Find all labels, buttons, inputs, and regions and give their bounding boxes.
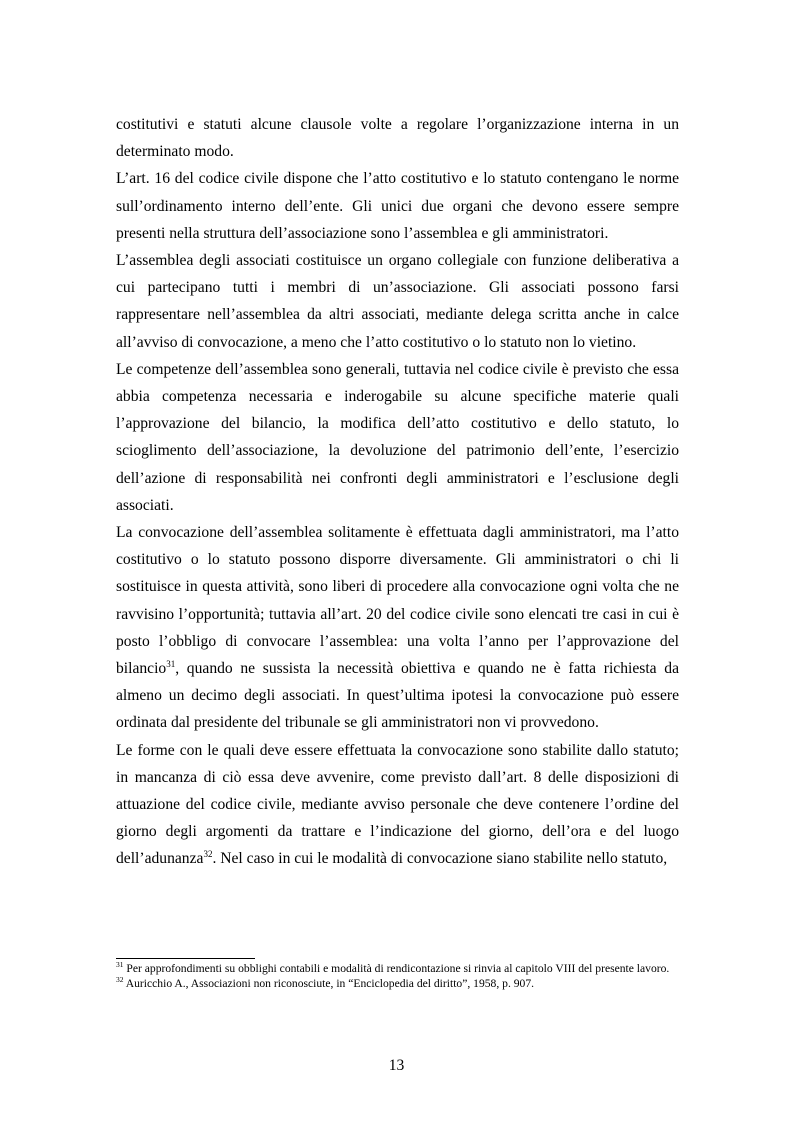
footnote-reference[interactable]: 31 [166, 658, 176, 669]
paragraph: Le competenze dell’assemblea sono generali, tuttavia nel codice civile è previsto che essa abbia competenza necessaria e inderogabile su alcune specifiche materie quali l’approvazione del bilancio, la modifica dell’atto costitutivo e dello statuto, lo scioglimento dell’associazione, la devoluzione del patrimonio dell’ente, l’esercizio dell’azione di responsabilità nei confronti degli amministratori e l’esclusione degli associati. [116, 360, 679, 514]
paragraph-text: La convocazione dell’assemblea solitamente è effettuata dagli amministratori, ma l’atto costitutivo o lo statuto possono disporre diversamente. Gli amministratori o chi li sostituisce in questa attività, sono liberi di procedere alla convocazione ogni volta che ne ravvisino l’opportunità; tuttavia all’art. 20 del codice civile sono elencati tre casi in cui è posto l’obbligo di convocare l’assemblea: una volta l’anno per l’approvazione del bilancio [116, 524, 679, 678]
paragraph [116, 737, 679, 873]
paragraph-text: Le forme con le quali deve essere effettuata la convocazione sono stabilite dallo statuto; in mancanza di ciò essa deve avvenire, come previsto dall’art. 8 delle disposizioni di attuazione del codice civile, mediante avviso personale che deve contenere l’ordine del giorno degli argomenti da trattare e l’indicazione del giorno, dell’ora e del luogo dell’adunanza [116, 741, 679, 868]
footnote-number: 31 [116, 960, 124, 970]
paragraph-text: . Nel caso in cui le modalità di convocazione siano stabilite nello statuto, [212, 850, 668, 868]
paragraph: L’assemblea degli associati costituisce un organo collegiale con funzione deliberativa a cui partecipano tutti i membri di un’associazione. Gli associati possono farsi rappresentare nell’assemblea da altri associati, mediante delega scritta anche in calce all’avviso di convocazione, a meno che l’atto costitutivo o lo statuto non lo vietino. [116, 252, 679, 351]
footnote [116, 962, 679, 977]
paragraph: costitutivi e statuti alcune clausole volte a regolare l’organizzazione interna in un determinato modo. [116, 116, 679, 161]
footnotes [116, 962, 679, 991]
page-number: 13 [388, 1057, 405, 1074]
footnote-text: Per approfondimenti su obblighi contabili e modalità di rendicontazione si rinvia al capitolo VIII del presente lavoro. [123, 962, 670, 975]
paragraph [116, 519, 679, 737]
footnote [116, 974, 679, 992]
body-text [116, 111, 679, 873]
footnote-separator [116, 958, 255, 959]
footnote-reference[interactable]: 32 [203, 849, 213, 860]
footnote-text: Auricchio A., Associazioni non riconosciute, in “Enciclopedia del diritto”, 1958, p. 907. [123, 976, 535, 990]
paragraph-text: , quando ne sussista la necessità obiettiva e quando ne è fatta richiesta da almeno un decimo degli associati. In quest’ultima ipotesi la convocazione può essere ordinata dal presidente del tribunale se gli amministratori non vi provvedono. [116, 660, 679, 732]
paragraph: L’art. 16 del codice civile dispone che l’atto costitutivo e lo statuto contengano le norme sull’ordinamento interno dell’ente. Gli unici due organi che devono essere sempre presenti nella struttura dell’associazione sono l’assemblea e gli amministratori. [116, 170, 679, 242]
footnote-number: 32 [116, 974, 124, 984]
